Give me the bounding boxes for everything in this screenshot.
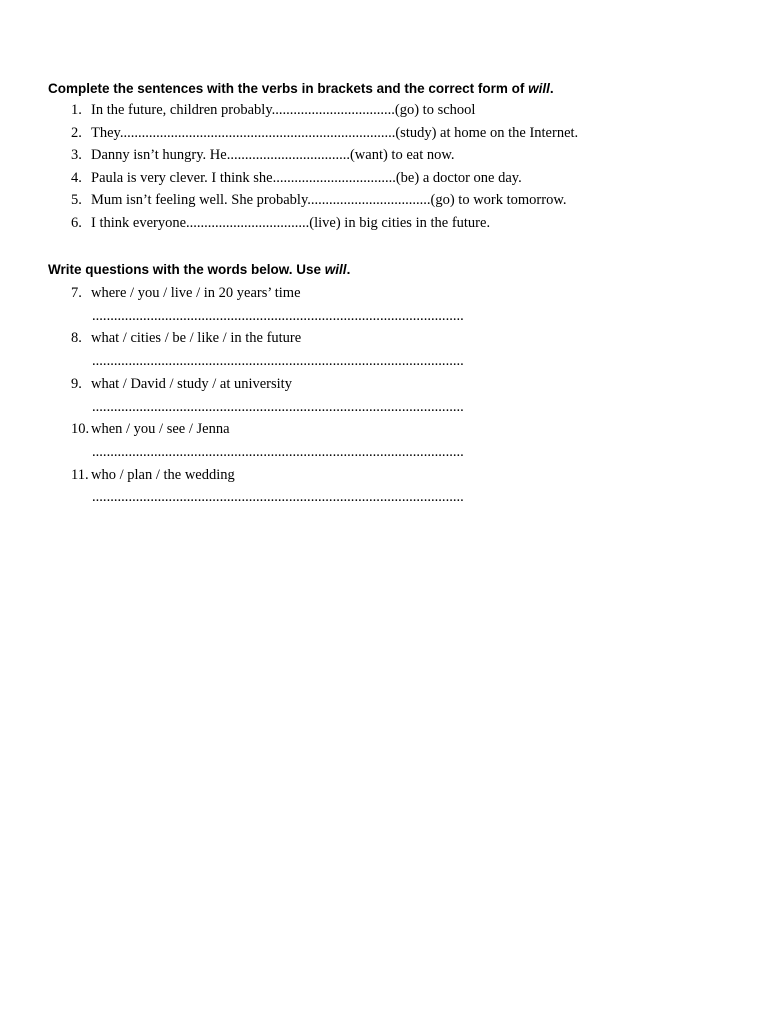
item-text: Mum isn’t feeling well. She probably..................................(go) to work tomorrow. bbox=[91, 192, 567, 209]
answer-line[interactable]: ...................................................................................................... bbox=[92, 353, 464, 370]
list-item bbox=[48, 99, 728, 122]
list-item bbox=[48, 418, 728, 463]
list-item bbox=[48, 189, 728, 212]
item-number: 10. bbox=[71, 421, 90, 438]
item-text: Danny isn’t hungry. He..................................(want) to eat now. bbox=[91, 147, 455, 164]
list-item bbox=[48, 327, 728, 372]
question-prompt bbox=[48, 464, 728, 487]
heading-emphasis: will bbox=[324, 262, 347, 277]
item-number: 4. bbox=[71, 169, 82, 186]
question-prompt bbox=[48, 327, 728, 350]
question-prompt bbox=[48, 282, 728, 305]
section-heading: Complete the sentences with the verbs in brackets and the correct form of will. bbox=[48, 81, 554, 96]
item-number: 5. bbox=[71, 192, 82, 209]
list-item bbox=[48, 122, 728, 145]
item-text: In the future, children probably..................................(go) to school bbox=[91, 102, 476, 118]
item-text: who / plan / the wedding bbox=[91, 466, 235, 483]
item-number: 11. bbox=[71, 466, 89, 483]
list-item bbox=[48, 167, 728, 190]
item-text: what / David / study / at university bbox=[91, 375, 292, 392]
item-number: 2. bbox=[71, 124, 82, 141]
list-item bbox=[48, 282, 728, 327]
item-text: where / you / live / in 20 years’ time bbox=[91, 285, 301, 301]
item-text: what / cities / be / like / in the future bbox=[91, 330, 302, 347]
question-prompt bbox=[48, 418, 728, 441]
item-number: 7. bbox=[71, 285, 82, 301]
exercise-section-complete-sentences bbox=[48, 80, 728, 235]
item-text: I think everyone..................................(live) in big cities in the future. bbox=[91, 214, 491, 231]
item-number: 3. bbox=[71, 147, 82, 164]
item-text: Paula is very clever. I think she..................................(be) a doctor one day. bbox=[91, 169, 522, 186]
list-item bbox=[48, 373, 728, 418]
answer-line[interactable]: ...................................................................................................... bbox=[92, 443, 464, 460]
list-item bbox=[48, 464, 728, 509]
item-number: 9. bbox=[71, 375, 82, 392]
item-text: They............................................................................(study) at home on the Internet. bbox=[91, 124, 579, 141]
list-item bbox=[48, 212, 728, 235]
question-prompt bbox=[48, 373, 728, 396]
item-number: 6. bbox=[71, 214, 82, 231]
list-item bbox=[48, 144, 728, 167]
heading-emphasis: will bbox=[528, 81, 550, 96]
item-number: 8. bbox=[71, 330, 82, 347]
item-number: 1. bbox=[71, 102, 82, 118]
exercise-section-write-questions bbox=[48, 261, 728, 509]
answer-line[interactable]: ...................................................................................................... bbox=[92, 489, 464, 506]
section-heading: Write questions with the words below. Use will. bbox=[48, 262, 351, 277]
item-text: when / you / see / Jenna bbox=[91, 421, 230, 438]
sentence-list bbox=[48, 99, 728, 235]
question-list bbox=[48, 282, 728, 509]
answer-line[interactable]: ...................................................................................................... bbox=[92, 307, 464, 324]
answer-line[interactable]: ...................................................................................................... bbox=[92, 398, 464, 415]
